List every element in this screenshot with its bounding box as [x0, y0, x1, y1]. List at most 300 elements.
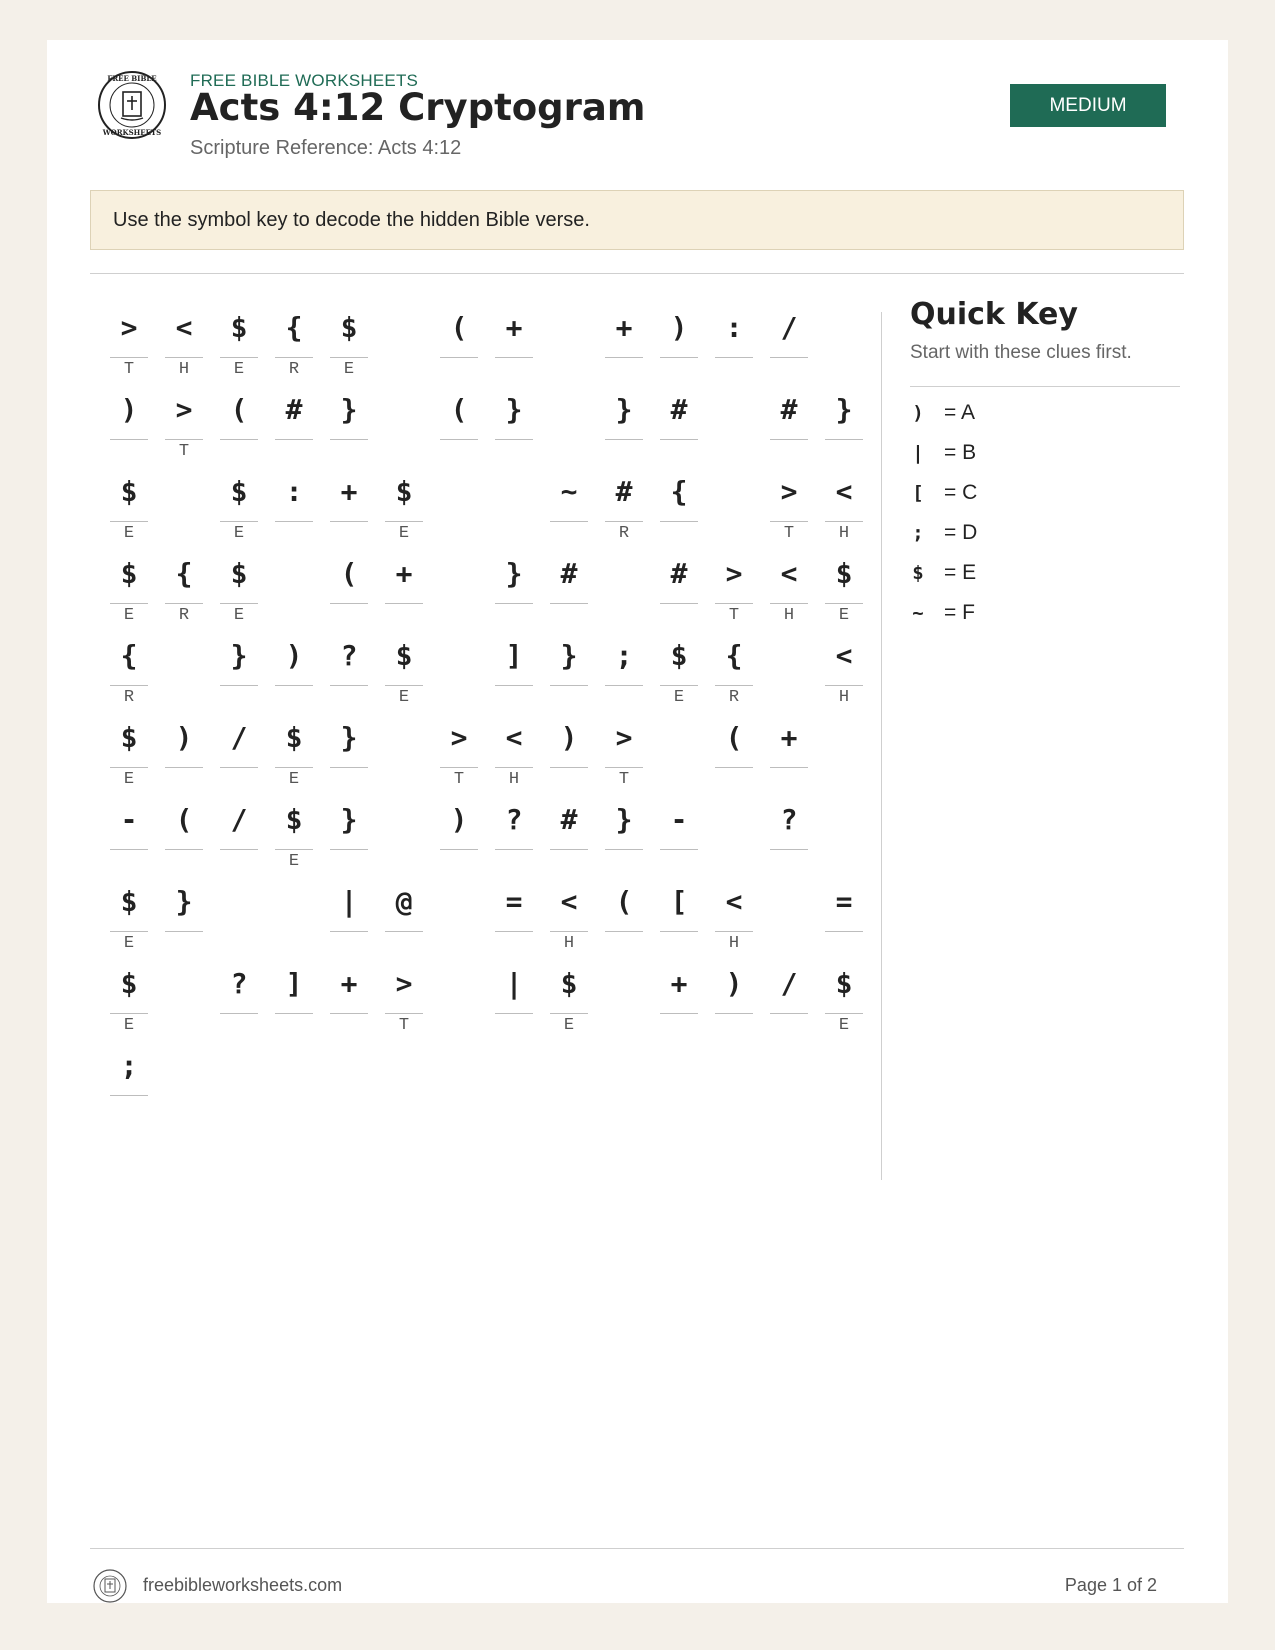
answer-letter: H	[838, 524, 850, 543]
cipher-symbol: }	[340, 721, 358, 754]
answer-letter: E	[343, 360, 355, 379]
quick-key-entry	[910, 397, 1110, 429]
cipher-symbol: #	[560, 803, 578, 836]
cipher-cell	[440, 794, 478, 862]
cipher-symbol: <	[725, 885, 743, 918]
answer-letter	[220, 1014, 258, 1038]
cipher-symbol: }	[560, 639, 578, 672]
answer-letter: E	[123, 770, 135, 789]
cipher-symbol: <	[175, 311, 193, 344]
cipher-cell	[220, 384, 258, 452]
quick-key-entry	[910, 557, 1110, 589]
cipher-cell	[275, 384, 313, 452]
cipher-cell	[165, 794, 203, 862]
cipher-cell	[385, 630, 423, 707]
cipher-cell	[440, 384, 478, 452]
cipher-symbol: ?	[505, 803, 523, 836]
cipher-cell	[110, 876, 148, 953]
cipher-symbol: $	[120, 885, 138, 918]
page-title: Acts 4:12 Cryptogram	[190, 86, 646, 129]
answer-letter	[165, 768, 203, 792]
cipher-symbol: <	[780, 557, 798, 590]
quick-key-symbol: )	[912, 402, 924, 424]
answer-letter: T	[178, 442, 190, 461]
answer-letter: T	[618, 770, 630, 789]
cipher-cell	[220, 302, 258, 379]
quick-key-title: Quick Key	[910, 297, 1078, 332]
answer-letter: E	[123, 934, 135, 953]
cipher-symbol: $	[120, 967, 138, 1000]
footer-website: freebibleworksheets.com	[143, 1575, 343, 1595]
answer-letter: E	[563, 1016, 575, 1035]
answer-letter	[330, 932, 368, 956]
cipher-cell	[165, 302, 203, 379]
answer-letter	[660, 522, 698, 546]
answer-letter	[275, 522, 313, 546]
answer-letter	[495, 686, 533, 710]
answer-letter	[715, 358, 753, 382]
cipher-symbol: {	[725, 639, 743, 672]
cipher-cell	[550, 466, 588, 534]
logo-text-top: FREE BIBLE	[107, 74, 157, 83]
cipher-cell	[495, 958, 533, 1026]
cipher-symbol: (	[340, 557, 358, 590]
quick-key-symbol: ;	[912, 522, 924, 544]
cipher-symbol: (	[725, 721, 743, 754]
cipher-symbol: $	[230, 311, 248, 344]
brand-name: FREE BIBLE WORKSHEETS	[190, 71, 419, 90]
answer-letter: E	[123, 524, 135, 543]
cipher-symbol: >	[120, 311, 138, 344]
cipher-symbol: /	[780, 311, 798, 344]
cipher-cell	[330, 302, 368, 379]
cipher-cell	[550, 630, 588, 698]
cipher-symbol: -	[670, 803, 688, 836]
answer-letter	[715, 768, 753, 792]
answer-letter	[825, 440, 863, 464]
cipher-symbol: )	[670, 311, 688, 344]
cipher-symbol: <	[835, 639, 853, 672]
cipher-symbol: $	[285, 803, 303, 836]
cipher-cell	[385, 466, 423, 543]
cipher-cell	[220, 712, 258, 780]
cipher-cell	[770, 958, 808, 1026]
cipher-cell	[330, 384, 368, 452]
cipher-cell	[275, 794, 313, 871]
cipher-symbol: /	[230, 721, 248, 754]
answer-letter	[330, 522, 368, 546]
column-divider	[881, 312, 882, 1180]
bible-logo-small-icon	[92, 1568, 128, 1604]
cipher-symbol: {	[670, 475, 688, 508]
cipher-symbol: {	[175, 557, 193, 590]
quick-key-value: = A	[944, 401, 975, 424]
answer-letter: E	[123, 606, 135, 625]
cipher-symbol: $	[395, 475, 413, 508]
cipher-cell	[770, 466, 808, 543]
answer-letter	[330, 850, 368, 874]
cipher-cell	[825, 958, 863, 1035]
cipher-cell	[550, 958, 588, 1035]
cipher-cell	[110, 958, 148, 1035]
cipher-symbol: #	[560, 557, 578, 590]
cipher-symbol: #	[780, 393, 798, 426]
cipher-symbol: |	[340, 885, 358, 918]
quick-key-subtitle: Start with these clues first.	[910, 342, 1132, 363]
cipher-symbol: )	[560, 721, 578, 754]
answer-letter: H	[508, 770, 520, 789]
cipher-symbol: ]	[285, 967, 303, 1000]
answer-letter	[495, 358, 533, 382]
answer-letter	[825, 932, 863, 956]
cipher-symbol: )	[285, 639, 303, 672]
answer-letter	[330, 1014, 368, 1038]
cipher-symbol: #	[615, 475, 633, 508]
cipher-symbol: (	[230, 393, 248, 426]
cipher-cell	[220, 548, 258, 625]
cipher-cell	[110, 712, 148, 789]
answer-letter	[110, 440, 148, 464]
cipher-cell	[385, 958, 423, 1035]
answer-letter: E	[838, 1016, 850, 1035]
cipher-cell	[330, 548, 368, 616]
cipher-cell	[330, 876, 368, 944]
cipher-cell	[770, 794, 808, 862]
cipher-cell	[550, 548, 588, 616]
answer-letter: E	[233, 360, 245, 379]
answer-letter: R	[618, 524, 630, 543]
cipher-symbol: +	[615, 311, 633, 344]
answer-letter	[715, 1014, 753, 1038]
cipher-symbol: (	[450, 311, 468, 344]
cipher-symbol: }	[505, 393, 523, 426]
cipher-symbol: -	[120, 803, 138, 836]
answer-letter	[550, 850, 588, 874]
cipher-symbol: :	[725, 311, 743, 344]
answer-letter: E	[398, 524, 410, 543]
cipher-cell	[110, 548, 148, 625]
cipher-symbol: =	[505, 885, 523, 918]
cipher-cell	[165, 548, 203, 625]
answer-letter: H	[783, 606, 795, 625]
cipher-cell	[605, 466, 643, 543]
cipher-cell	[275, 466, 313, 534]
cipher-symbol: [	[670, 885, 688, 918]
footer-divider	[90, 1548, 1184, 1549]
cipher-symbol: $	[395, 639, 413, 672]
cipher-symbol: $	[835, 557, 853, 590]
answer-letter	[110, 850, 148, 874]
answer-letter	[440, 850, 478, 874]
cipher-cell	[660, 630, 698, 707]
cipher-symbol: $	[835, 967, 853, 1000]
cipher-symbol: (	[615, 885, 633, 918]
cipher-symbol: $	[120, 557, 138, 590]
answer-letter	[770, 440, 808, 464]
cipher-symbol: @	[395, 885, 413, 918]
cipher-symbol: $	[230, 557, 248, 590]
quick-key-symbol: ~	[912, 602, 924, 624]
cipher-cell	[715, 302, 753, 370]
cipher-symbol: <	[835, 475, 853, 508]
cipher-symbol: :	[285, 475, 303, 508]
answer-letter: E	[398, 688, 410, 707]
cipher-cell	[220, 958, 258, 1026]
answer-letter: T	[728, 606, 740, 625]
cipher-cell	[715, 630, 753, 707]
answer-letter: E	[288, 852, 300, 871]
cipher-symbol: ?	[780, 803, 798, 836]
cipher-cell	[825, 630, 863, 707]
cipher-symbol: >	[725, 557, 743, 590]
answer-letter	[660, 850, 698, 874]
cipher-cell	[825, 876, 863, 944]
answer-letter	[770, 358, 808, 382]
answer-letter	[495, 932, 533, 956]
cipher-cell	[550, 876, 588, 953]
answer-letter	[660, 1014, 698, 1038]
cipher-cell	[605, 794, 643, 862]
answer-letter	[495, 1014, 533, 1038]
cipher-cell	[605, 302, 643, 370]
answer-letter	[770, 850, 808, 874]
cipher-symbol: {	[285, 311, 303, 344]
cipher-cell	[495, 630, 533, 698]
answer-letter	[330, 686, 368, 710]
cipher-cell	[825, 548, 863, 625]
cipher-cell	[715, 876, 753, 953]
cipher-cell	[825, 384, 863, 452]
cipher-cell	[275, 712, 313, 789]
answer-letter: T	[783, 524, 795, 543]
cipher-cell	[495, 876, 533, 944]
cipher-cell	[110, 302, 148, 379]
quick-key-entry	[910, 477, 1110, 509]
cipher-cell	[110, 384, 148, 452]
answer-letter	[660, 440, 698, 464]
answer-letter	[110, 1096, 148, 1120]
answer-letter	[385, 932, 423, 956]
cipher-symbol: >	[615, 721, 633, 754]
cipher-symbol: /	[230, 803, 248, 836]
quick-key-symbol: $	[912, 562, 924, 584]
cipher-cell	[330, 794, 368, 862]
scripture-reference: Scripture Reference: Acts 4:12	[190, 137, 462, 159]
cipher-symbol: +	[395, 557, 413, 590]
cipher-symbol: }	[175, 885, 193, 918]
answer-letter: E	[673, 688, 685, 707]
cipher-symbol: $	[230, 475, 248, 508]
answer-letter: E	[233, 524, 245, 543]
answer-letter: H	[838, 688, 850, 707]
quick-key-entry	[910, 437, 1110, 469]
answer-letter	[220, 440, 258, 464]
cipher-cell	[495, 302, 533, 370]
cipher-cell	[605, 876, 643, 944]
cipher-symbol: $	[120, 475, 138, 508]
cipher-symbol: +	[780, 721, 798, 754]
cipher-cell	[330, 630, 368, 698]
quick-key-symbol: [	[912, 482, 924, 504]
cipher-symbol: {	[120, 639, 138, 672]
cipher-symbol: }	[340, 803, 358, 836]
answer-letter	[275, 686, 313, 710]
answer-letter	[605, 932, 643, 956]
answer-letter: T	[123, 360, 135, 379]
quick-key-symbol: |	[912, 442, 924, 464]
answer-letter	[165, 932, 203, 956]
cipher-symbol: }	[230, 639, 248, 672]
cipher-cell	[495, 712, 533, 789]
answer-letter: E	[233, 606, 245, 625]
answer-letter	[660, 358, 698, 382]
cipher-cell	[330, 958, 368, 1026]
cipher-symbol: >	[450, 721, 468, 754]
answer-letter: H	[728, 934, 740, 953]
cipher-cell	[275, 958, 313, 1026]
answer-letter	[605, 440, 643, 464]
cipher-symbol: <	[505, 721, 523, 754]
cipher-cell	[605, 630, 643, 698]
answer-letter: R	[288, 360, 300, 379]
cipher-symbol: #	[285, 393, 303, 426]
cipher-symbol: >	[395, 967, 413, 1000]
cipher-cell	[330, 466, 368, 534]
answer-letter	[275, 440, 313, 464]
cipher-symbol: (	[450, 393, 468, 426]
answer-letter	[220, 686, 258, 710]
answer-letter	[440, 440, 478, 464]
answer-letter	[330, 604, 368, 628]
answer-letter: H	[178, 360, 190, 379]
cipher-symbol: #	[670, 393, 688, 426]
cipher-symbol: ;	[120, 1049, 138, 1082]
cipher-cell	[110, 466, 148, 543]
answer-letter	[660, 932, 698, 956]
cipher-cell	[275, 302, 313, 379]
answer-letter	[605, 850, 643, 874]
cipher-symbol: )	[120, 393, 138, 426]
difficulty-badge: MEDIUM	[1010, 84, 1166, 127]
cipher-symbol: ?	[340, 639, 358, 672]
answer-letter	[770, 768, 808, 792]
cipher-cell	[770, 384, 808, 452]
cipher-symbol: }	[505, 557, 523, 590]
cipher-cell	[495, 548, 533, 616]
cipher-cell	[220, 794, 258, 862]
quick-key-value: = B	[944, 441, 977, 464]
cipher-cell	[165, 384, 203, 461]
answer-letter	[330, 440, 368, 464]
cipher-symbol: >	[175, 393, 193, 426]
answer-letter: T	[398, 1016, 410, 1035]
cipher-cell	[605, 384, 643, 452]
answer-letter	[550, 522, 588, 546]
cipher-symbol: <	[560, 885, 578, 918]
cipher-cell	[165, 876, 203, 944]
answer-letter	[550, 768, 588, 792]
cipher-cell	[605, 712, 643, 789]
cipher-symbol: ~	[560, 475, 578, 508]
cipher-symbol: }	[340, 393, 358, 426]
cipher-symbol: ]	[505, 639, 523, 672]
cipher-cell	[110, 1040, 148, 1108]
cipher-symbol: +	[505, 311, 523, 344]
answer-letter	[550, 604, 588, 628]
answer-letter	[165, 850, 203, 874]
quick-key-entry	[910, 517, 1110, 549]
cipher-cell	[440, 302, 478, 370]
instructions-text: Use the symbol key to decode the hidden Bible verse.	[113, 208, 590, 231]
answer-letter: R	[123, 688, 135, 707]
answer-letter	[385, 604, 423, 628]
cipher-cell	[770, 302, 808, 370]
cipher-symbol: }	[615, 803, 633, 836]
cipher-cell	[715, 958, 753, 1026]
cipher-symbol: /	[780, 967, 798, 1000]
cipher-cell	[330, 712, 368, 780]
answer-letter	[495, 850, 533, 874]
cipher-cell	[660, 302, 698, 370]
answer-letter	[495, 440, 533, 464]
cipher-symbol: $	[120, 721, 138, 754]
quick-key-entry	[910, 597, 1110, 629]
cipher-cell	[220, 466, 258, 543]
cipher-symbol: >	[780, 475, 798, 508]
answer-letter: R	[728, 688, 740, 707]
answer-letter	[220, 850, 258, 874]
cipher-cell	[660, 548, 698, 616]
cipher-cell	[660, 794, 698, 862]
cipher-cell	[660, 876, 698, 944]
cipher-cell	[660, 466, 698, 534]
quick-key-divider	[910, 386, 1180, 387]
cipher-symbol: #	[670, 557, 688, 590]
cipher-symbol: ?	[230, 967, 248, 1000]
answer-letter	[605, 686, 643, 710]
cipher-symbol: )	[450, 803, 468, 836]
cipher-cell	[220, 630, 258, 698]
quick-key-value: = E	[944, 561, 977, 584]
cipher-symbol: $	[670, 639, 688, 672]
answer-letter	[550, 686, 588, 710]
quick-key-value: = F	[944, 601, 975, 624]
cipher-symbol: (	[175, 803, 193, 836]
cipher-cell	[825, 466, 863, 543]
page-number: Page 1 of 2	[1064, 1575, 1157, 1595]
cipher-cell	[110, 794, 148, 862]
cipher-symbol: $	[560, 967, 578, 1000]
answer-letter	[440, 358, 478, 382]
cryptogram-puzzle	[47, 40, 897, 1240]
cipher-cell	[440, 712, 478, 789]
cipher-cell	[165, 712, 203, 780]
quick-key-value: = D	[944, 521, 978, 544]
cipher-symbol: }	[835, 393, 853, 426]
cipher-cell	[770, 712, 808, 780]
cipher-symbol: ;	[615, 639, 633, 672]
cipher-symbol: $	[285, 721, 303, 754]
cipher-symbol: )	[725, 967, 743, 1000]
cipher-symbol: $	[340, 311, 358, 344]
answer-letter: E	[288, 770, 300, 789]
answer-letter	[330, 768, 368, 792]
cipher-cell	[660, 384, 698, 452]
cipher-symbol: =	[835, 885, 853, 918]
worksheet-page	[47, 40, 1228, 1603]
answer-letter: H	[563, 934, 575, 953]
answer-letter	[605, 358, 643, 382]
